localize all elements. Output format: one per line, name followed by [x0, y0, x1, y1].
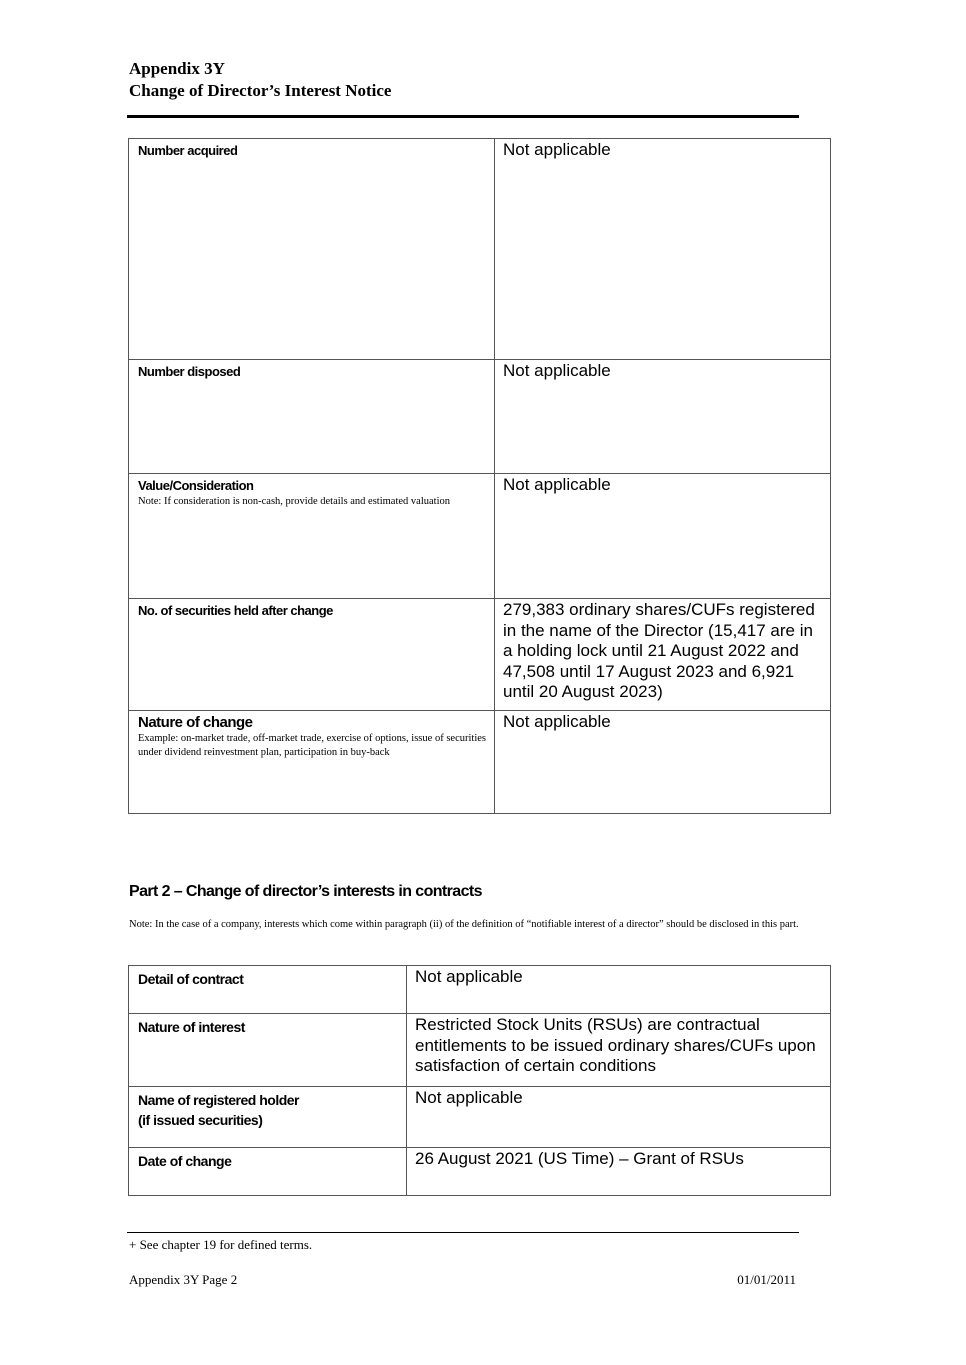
row-label-cell: [129, 599, 495, 711]
row-value: Not applicable: [415, 1088, 523, 1107]
footer-date: 01/01/2011: [737, 1272, 796, 1287]
row-value-cell: [407, 1087, 831, 1148]
row-value-cell: [495, 474, 831, 599]
header-rule: [127, 115, 799, 118]
row-value: Not applicable: [503, 475, 611, 494]
row-note: Example: on-market trade, off-market trade, exercise of options, issue of securities under dividend reinvestment plan, participation in buy-back: [138, 733, 486, 758]
row-label-cell: [129, 1148, 407, 1196]
row-label: Value/Consideration: [138, 478, 254, 493]
row-value: Not applicable: [415, 967, 523, 986]
table-row: [129, 360, 831, 474]
table-row: [129, 474, 831, 599]
row-value: 26 August 2021 (US Time) – Grant of RSUs: [415, 1149, 744, 1168]
row-value-cell: [495, 599, 831, 711]
row-label-cell: [129, 966, 407, 1014]
table-row: [129, 966, 831, 1014]
table-row: [129, 599, 831, 711]
row-label-cell: [129, 711, 495, 814]
row-label: Number acquired: [138, 143, 238, 158]
row-value: Restricted Stock Units (RSUs) are contractual entitlements to be issued ordinary shares/CUFs upon satisfaction of certain conditions: [415, 1015, 816, 1075]
row-value: 279,383 ordinary shares/CUFs registered in the name of the Director (15,417 are in a holding lock until 21 August 2022 and 47,508 until 17 August 2023 and 6,921 until 20 August 2023): [503, 600, 815, 701]
row-label-cell: [129, 139, 495, 360]
notice-title: Change of Director’s Interest Notice: [129, 81, 392, 100]
footer-rule: [127, 1232, 799, 1233]
row-value-cell: [407, 1014, 831, 1087]
table-row: [129, 139, 831, 360]
appendix-title: Appendix 3Y: [129, 59, 225, 78]
row-label: Number disposed: [138, 364, 241, 379]
row-label: Nature of interest: [138, 1019, 245, 1035]
row-label-cell: [129, 1087, 407, 1148]
table-row: [129, 1148, 831, 1196]
table-row: [129, 1087, 831, 1148]
row-value-cell: [495, 360, 831, 474]
row-label-cell: [129, 474, 495, 599]
row-value: Not applicable: [503, 712, 611, 731]
row-value: Not applicable: [503, 140, 611, 159]
row-value: Not applicable: [503, 361, 611, 380]
part1-table: [128, 138, 831, 814]
defined-terms-note: + See chapter 19 for defined terms.: [129, 1237, 313, 1252]
row-value-cell: [407, 966, 831, 1014]
page-label: Appendix 3Y Page 2: [129, 1272, 238, 1287]
table-row: [129, 711, 831, 814]
row-label: Detail of contract: [138, 971, 244, 987]
part2-table: [128, 965, 831, 1196]
row-label: Nature of change: [138, 714, 253, 731]
row-label-cell: [129, 1014, 407, 1087]
document-header: [129, 58, 391, 102]
part2-note: Note: In the case of a company, interests which come within paragraph (ii) of the definition of “notifiable interest of a director” should be disclosed in this part.: [129, 919, 799, 930]
row-label: No. of securities held after change: [138, 603, 333, 618]
row-value-cell: [495, 711, 831, 814]
table-row: [129, 1014, 831, 1087]
row-label: Date of change: [138, 1153, 232, 1169]
row-value-cell: [407, 1148, 831, 1196]
part2-title: Part 2 – Change of director’s interests in contracts: [129, 883, 482, 900]
row-label-cell: [129, 360, 495, 474]
row-value-cell: [495, 139, 831, 360]
row-label-sub: (if issued securities): [138, 1112, 263, 1128]
row-label: Name of registered holder: [138, 1092, 299, 1108]
row-note: Note: If consideration is non-cash, provide details and estimated valuation: [138, 496, 450, 507]
